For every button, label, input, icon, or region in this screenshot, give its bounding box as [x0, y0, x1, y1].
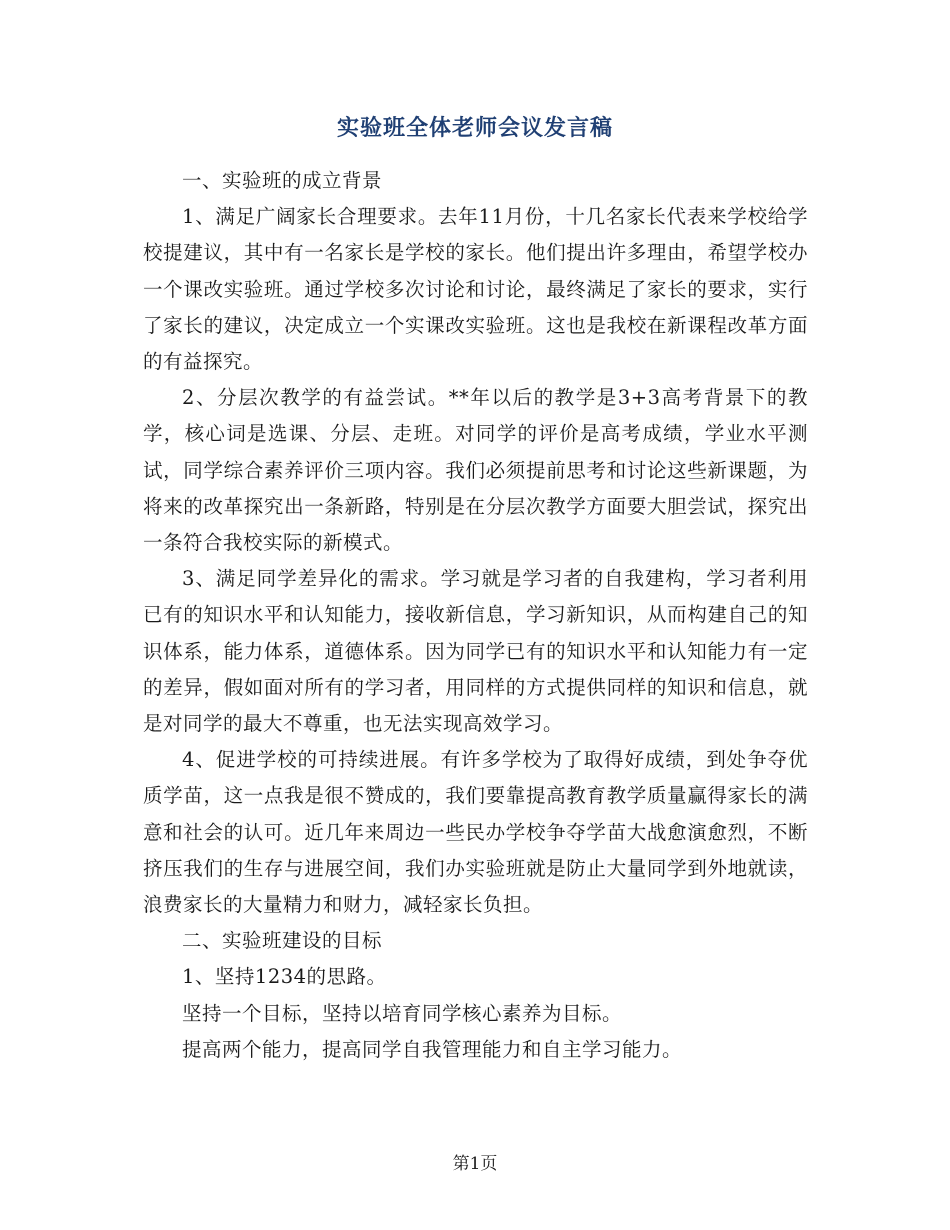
paragraph: 1、坚持1234的思路。 [182, 965, 387, 989]
paragraph: 提高两个能力，提高同学自我管理能力和自主学习能力。 [182, 1037, 683, 1061]
document-title: 实验班全体老师会议发言稿 [336, 115, 613, 141]
paragraph: 坚持一个目标，坚持以培育同学核心素养为目标。 [182, 1001, 623, 1025]
paragraph: 1、满足广阔家长合理要求。去年11月份，十几名家长代表来学校给学校提建议，其中有一名家长是学校的家长。他们提出许多理由，希望学校办一个课改实验班。通过学校多次讨论和讨论，最终满足了家长的要求，实行了家长的建议，决定成立一个实课改实验班。这也是我校在新课程改革方面的有益探究。 [143, 205, 808, 374]
section-heading: 一、实验班的成立背景 [182, 169, 383, 192]
page-number: 第1页 [452, 1154, 498, 1174]
paragraph: 4、促进学校的可持续进展。有许多学校为了取得好成绩，到处争夺优质学苗，这一点我是很不赞成的，我们要靠提高教育教学质量赢得家长的满意和社会的认可。近几年来周边一些民办学校争夺学苗大战愈演愈烈，不断挤压我们的生存与进展空间，我们办实验班就是防止大量同学到外地就读，浪费家长的大量精力和财力，减轻家长负担。 [143, 748, 808, 917]
paragraph: 2、分层次教学的有益尝试。**年以后的教学是3+3高考背景下的教学，核心词是选课、分层、走班。对同学的评价是高考成绩，学业水平测试，同学综合素养评价三项内容。我们必须提前思考和讨论这些新课题，为将来的改革探究出一条新路，特别是在分层次教学方面要大胆尝试，探究出一条符合我校实际的新模式。 [143, 386, 808, 555]
section-heading: 二、实验班建设的目标 [182, 929, 383, 953]
document-body [143, 163, 808, 1068]
paragraph: 3、满足同学差异化的需求。学习就是学习者的自我建构，学习者利用已有的知识水平和认知能力，接收新信息，学习新知识，从而构建自己的知识体系，能力体系，道德体系。因为同学已有的知识水平和认知能力有一定的差异，假如面对所有的学习者，用同样的方式提供同样的知识和信息，就是对同学的最大不尊重，也无法实现高效学习。 [143, 567, 808, 736]
